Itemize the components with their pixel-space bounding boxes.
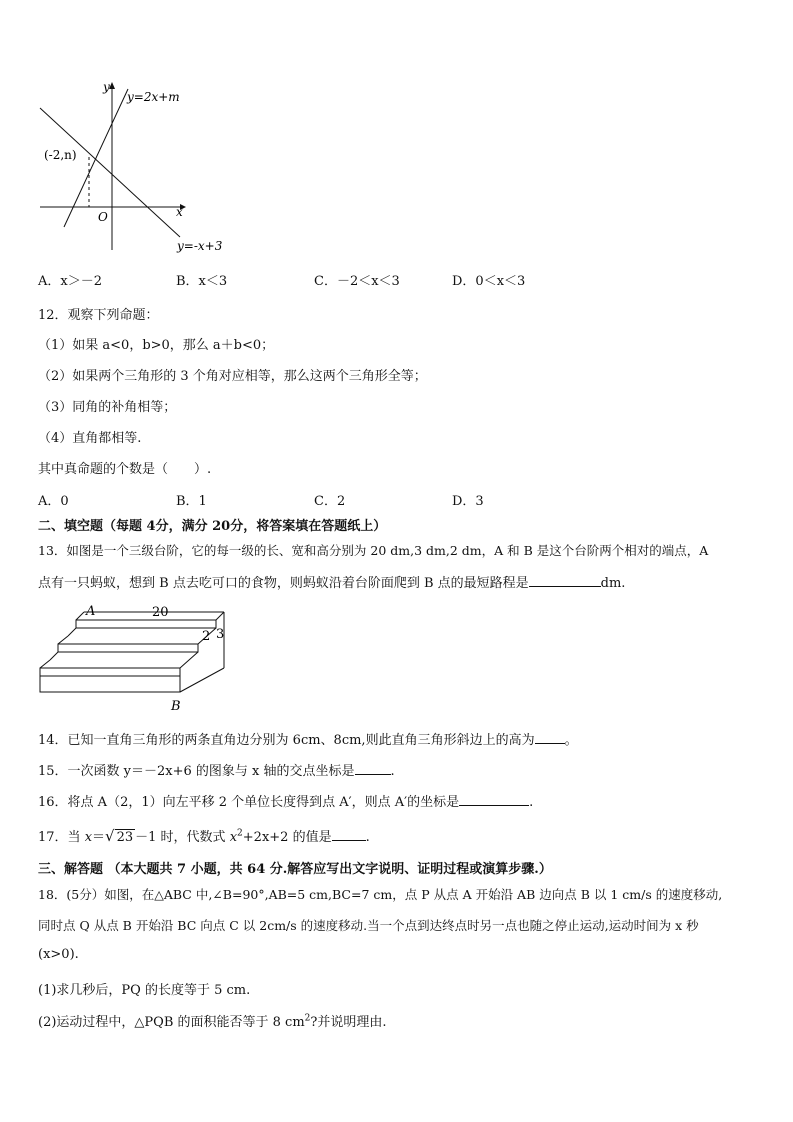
stair-label-b: B <box>171 699 181 714</box>
q12-item-1: （1）如果 a<0，b>0，那么 a＋b<0； <box>38 338 275 353</box>
q17-minus: －1 时，代数式 <box>135 830 230 845</box>
q16-text: 16．将点 A（2，1）向左平移 2 个单位长度得到点 A′，则点 A′的坐标是 <box>38 795 460 810</box>
q17-expr-x: x <box>229 830 238 845</box>
q12-option-d: D．3 <box>452 494 484 509</box>
line2-label: y=-x+3 <box>177 239 223 253</box>
q16-end: . <box>529 795 534 810</box>
q18-sub2 <box>38 1011 387 1030</box>
q17-var-x: x <box>84 830 93 845</box>
q13-answer-blank[interactable] <box>529 574 601 587</box>
q17-radicand: 23 <box>116 830 134 845</box>
stair-label-a: A <box>86 604 96 619</box>
q13-line2 <box>38 572 625 591</box>
q14-answer-blank[interactable] <box>535 731 565 744</box>
q18-line2: 同时点 Q 从点 B 开始沿 BC 向点 C 以 2cm/s 的速度移动.当一个点到达终点时另一点也随之停止运动,运动时间为 x 秒 <box>38 918 699 933</box>
q17-expr-sup: 2 <box>237 828 243 839</box>
q12-question: 其中真命题的个数是（ ）. <box>38 462 212 477</box>
q16-answer-blank[interactable] <box>459 793 529 806</box>
y-axis-label: y <box>103 80 110 94</box>
function-graph <box>30 75 230 255</box>
q14 <box>38 729 578 748</box>
staircase-figure <box>34 600 244 715</box>
q17-expr-rest: +2x+2 的值是 <box>242 830 332 845</box>
q13-line2-text: 点有一只蚂蚁，想到 B 点去吃可口的食物，则蚂蚁沿着台阶面爬到 B 点的最短路程是 <box>38 576 529 591</box>
q12-item-3: （3）同角的补角相等； <box>38 400 177 415</box>
section2-heading: 二、填空题（每题 4分，满分 20分，将答案填在答题纸上） <box>38 519 387 534</box>
section3-heading: 三、解答题 （本大题共 7 小题，共 64 分.解答应写出文字说明、证明过程或演算步骤.） <box>38 862 552 877</box>
q18-line1: 18．(5分）如图，在△ABC 中,∠B=90°,AB=5 cm,BC=7 cm，点 P 从点 A 开始沿 AB 边向点 B 以 1 cm/s 的速度移动, <box>38 887 723 902</box>
q17 <box>38 826 370 845</box>
y-axis-arrow <box>109 82 115 89</box>
stair-label-20: 20 <box>152 605 169 620</box>
q11-option-a: A．x＞－2 <box>38 274 102 289</box>
q17-answer-blank[interactable] <box>332 828 366 841</box>
q15-answer-blank[interactable] <box>355 762 391 775</box>
q15 <box>38 760 395 779</box>
q15-end: . <box>390 764 395 779</box>
origin-label: O <box>98 210 108 224</box>
stair-label-3: 3 <box>216 627 225 642</box>
stair-label-2: 2 <box>202 629 211 644</box>
q18-sub2-text: (2)运动过程中，△PQB 的面积能否等于 8 cm <box>38 1015 305 1030</box>
line1-label: y=2x+m <box>127 90 180 104</box>
q17-text: 17．当 <box>38 830 85 845</box>
q12-option-c: C．2 <box>314 494 346 509</box>
q13-unit: dm. <box>600 576 626 591</box>
q18-sub1: (1)求几秒后，PQ 的长度等于 5 cm. <box>38 983 251 998</box>
sqrt-icon: √ <box>105 827 115 845</box>
q11-option-b: B．x＜3 <box>176 274 228 289</box>
q12-option-a: A．0 <box>38 494 69 509</box>
q14-end: 。 <box>564 733 578 748</box>
q12-item-4: （4）直角都相等. <box>38 431 142 446</box>
point-label: (-2,n) <box>44 148 77 162</box>
q17-eq: ＝ <box>92 830 106 845</box>
q18-sub2-end: ?并说明理由. <box>310 1015 387 1030</box>
q12-option-b: B．1 <box>176 494 207 509</box>
q11-option-d: D．0＜x＜3 <box>452 274 526 289</box>
q17-end: . <box>365 830 370 845</box>
q16 <box>38 791 533 810</box>
q11-option-c: C．－2＜x＜3 <box>314 274 400 289</box>
q12-item-2: （2）如果两个三角形的 3 个角对应相等，那么这两个三角形全等； <box>38 369 427 384</box>
q12-stem: 12．观察下列命题： <box>38 308 159 323</box>
q15-text: 15．一次函数 y＝－2x+6 的图象与 x 轴的交点坐标是 <box>38 764 355 779</box>
q14-text: 14．已知一直角三角形的两条直角边分别为 6cm、8cm,则此直角三角形斜边上的高为 <box>38 733 535 748</box>
q18-line3: (x>0). <box>38 947 79 962</box>
x-axis-label: x <box>176 205 183 219</box>
q18-sub2-sup: 2 <box>304 1013 311 1024</box>
q13-line1: 13．如图是一个三级台阶，它的每一级的长、宽和高分别为 20 dm,3 dm,2 dm，A 和 B 是这个台阶两个相对的端点，A <box>38 543 709 558</box>
